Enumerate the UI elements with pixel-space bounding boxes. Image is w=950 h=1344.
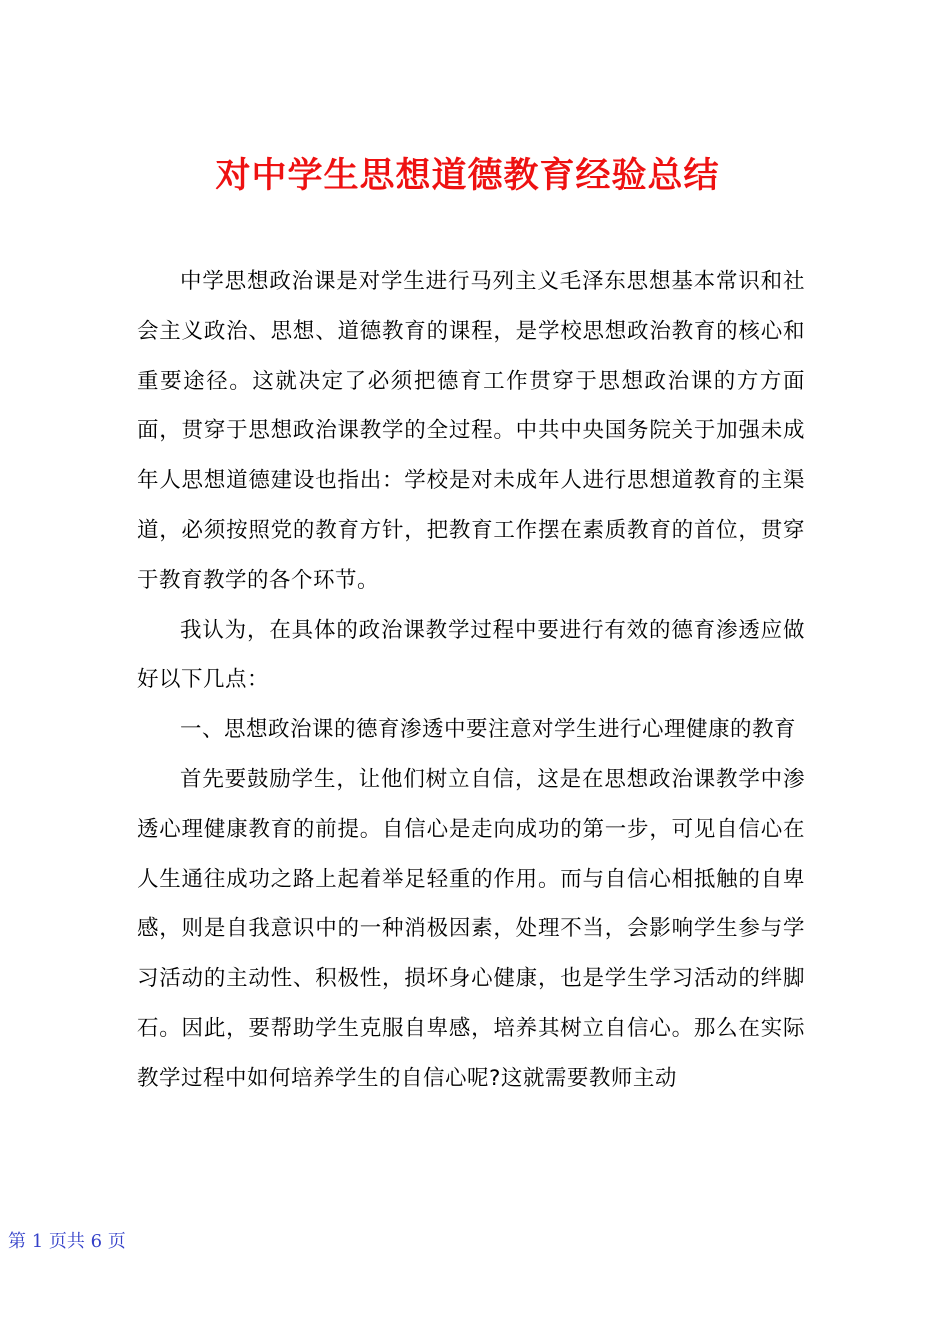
section-heading-1: 一、思想政治课的德育渗透中要注意对学生进行心理健康的教育	[180, 717, 797, 743]
paragraph-confidence: 首先要鼓励学生，让他们树立自信，这是在思想政治课教学中渗透心理健康教育的前提。自信心是走向成功的第一步，可见自信心在人生通往成功之路上起着举足轻重的作用。而与自信心相抵触的自卑感，则是自我意识中的一种消极因素，处理不当，会影响学生参与学习活动的主动性、积极性，损坏身心健康，也是学生学习活动的绊脚石。因此，要帮助学生克服自卑感，培养其树立自信心。那么在实际教学过程中如何培养学生的自信心呢?这就需要教师主动	[137, 766, 805, 1091]
document-body	[137, 257, 805, 1104]
paragraph-intro: 中学思想政治课是对学生进行马列主义毛泽东思想基本常识和社会主义政治、思想、道德教育的课程，是学校思想政治教育的核心和重要途径。这就决定了必须把德育工作贯穿于思想政治课的方方面面，贯穿于思想政治课教学的全过程。中共中央国务院关于加强未成年人思想道德建设也指出：学校是对未成年人进行思想道教育的主渠道，必须按照党的教育方针，把教育工作摆在素质教育的首位，贯穿于教育教学的各个环节。	[137, 269, 805, 593]
paragraph-points-lead: 我认为，在具体的政治课教学过程中要进行有效的德育渗透应做好以下几点：	[137, 617, 805, 693]
document-title: 对中学生思想道德教育经验总结	[215, 156, 720, 197]
page-indicator: 第 1 页共 6 页	[8, 1231, 126, 1252]
